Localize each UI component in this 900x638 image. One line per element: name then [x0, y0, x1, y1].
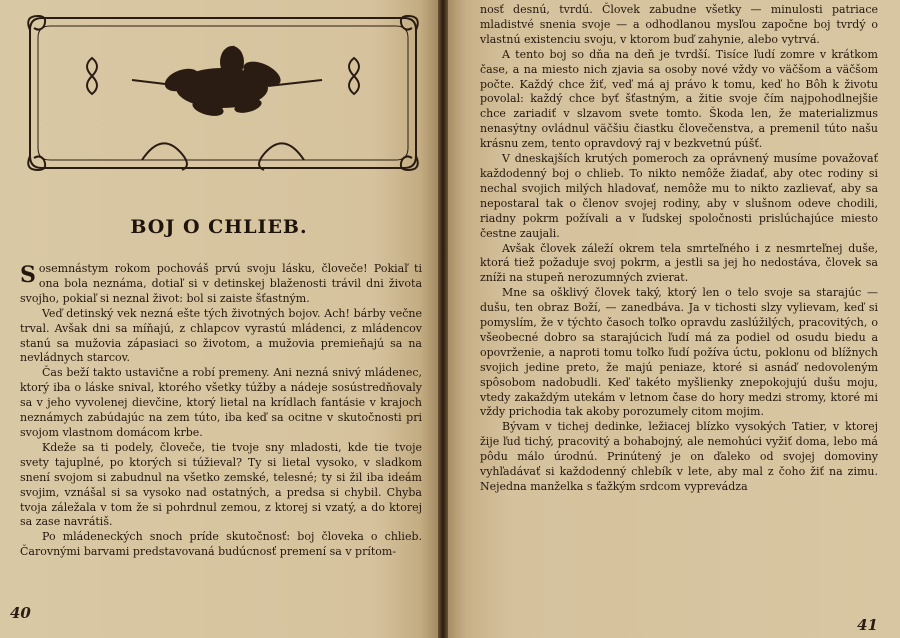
page-number-right: 41	[857, 616, 878, 634]
chapter-title: BOJ O CHLIEB.	[130, 216, 308, 238]
book-gutter	[438, 0, 448, 638]
paragraph: Veď detinský vek nezná ešte tých životných bojov. Ach! bárby večne trval. Avšak dni sa míňajú, z chlapcov vyrastú mládenci, z mládencov stanú sa mužovia zápasiaci so životom, a mužovia premieňajú sa na nevládnych starcov.	[20, 306, 422, 365]
paragraph: A tento boj so dňa na deň je tvrdší. Tisíce ľudí zomre v krátkom čase, a na miesto nich zjavia sa osoby nové vždy vo väčšom a väčšom počte. Každý chce žiť, veď má aj právo k tomu, keď ho Bôh k životu povolal: každý chce byť šťastným, a žitie svoje čím najpohodlnejšie chce zariadiť v slzavom svete tomto. Škoda len, že materializmus nenasýtny ovládnul väčšiu čiastku človečenstva, a premenil túto našu krásnu zem, tento opravdový raj v bezkvetnú púšť.	[480, 47, 878, 151]
paragraph: V dneskajších krutých pomeroch za oprávnený musíme považovať každodenný boj o chlieb. To nikto nemôže žiadať, aby otec rodiny si nechal svojich milých hladovať, nemôže mu to nikto zazlievať, aby sa nepostaral tak o členov svojej rodiny, aby v slušnom odeve chodili, riadny pokrm požívali a v ľudskej spoločnosti prislúchajúce miesto čestne zaujali.	[480, 152, 878, 240]
paragraph: Po mládeneckých snoch príde skutočnosť: boj človeka o chlieb. Čarovnými barvami predstavovaná budúcnosť premení sa v prítom-	[20, 530, 422, 559]
paragraph-text: osemnástym rokom pochováš prvú svoju lásku, človeče! Pokiaľ ti ona bola neznáma, dotiaľ si v detinskej blaženosti trávil dni života svojho, pokiaľ si neznal život: bol si zaiste šťastným.	[20, 262, 422, 305]
paragraph: Čas beží takto ustavične a robí premeny. Ani nezná snivý mládenec, ktorý iba o láske snival, ktorého všetky túžby a nádeje sosústredňovaly sa v jeho vyvolenej dievčine, ktorý lietal na krídlach fantásie v krajoch neznámych zabúdajúc na zem túto, iba keď sa ocitne v skutočnosti pri svojom vlastnom domácom krbe.	[20, 366, 422, 439]
paragraph: Bývam v tichej dedinke, ležiacej blízko vysokých Tatier, v ktorej žije ľud tichý, pracovitý a bohabojný, ale nemohúci vyžiť doma, lebo má pôdu málo úrodnú. Prinútený je on ďaleko od svojej domoviny vyhľadávať si každodenný chlebík v lete, aby mal z čoho žiť na zimu. Nejedna manželka s ťažkým srdcom vyprevádza	[480, 420, 878, 493]
left-page	[0, 0, 438, 638]
paragraph: Mne sa ošklivý človek taký, ktorý len o telo svoje sa starajúc — dušu, ten obraz Boží, — zanedbáva. Ja v tichosti slzy vylievam, keď si pomyslím, že v týchto časoch toľko opravdu zaslúžilých, pracovitých, o všeobecné dobro sa starajúcich ľudí má za podiel od osudu biedu a opovrženie, a naproti tomu toľko ľudí požíva úctu, poklonu od blížnych svojich jedine preto, že majú peniaze, ktoré si asnáď nedovoleným spôsobom nadobudli. Keď takéto myšlienky znepokojujú dušu moju, vtedy zakaždým utekám v letnom čase do hory medzi stromy, ktoré mi vždy prichodia tak akoby porozumely citom mojim.	[480, 286, 878, 419]
paragraph: nosť desnú, tvrdú. Človek zabudne všetky — minulosti patriace mladistvé snenia svoje — a odhodlanou mysľou započne boj tvrdý o vlastnú existenciu svoju, v ktorom buď zahynie, alebo vytrvá.	[480, 3, 878, 46]
page-number-left: 40	[10, 604, 31, 622]
left-body-text	[20, 262, 422, 560]
paragraph	[20, 262, 422, 307]
floral-ornament-frame	[22, 10, 424, 176]
paragraph: Kdeže sa ti podely, človeče, tie tvoje sny mladosti, kde tie tvoje svety tajuplné, po ktorých si túžieval? Ty si lietal vysoko, v sladkom snení svojom si zabudnul na všetko zemské, telesné; ty si žil iba ideám svojim, vznášal si sa vysoko nad ostatných, a predsa si chybil. Chyba tvoja záležala v tom že si pohrdnul zemou, z ktorej si vzatý, a do ktorej sa zase navrátiš.	[20, 440, 422, 529]
right-body-text	[480, 3, 878, 495]
paragraph: Avšak človek záleží okrem tela smrteľného i z nesmrteľnej duše, ktorá tiež požaduje svoj pokrm, a jestli sa jej ho nedostáva, človek sa zníži na stupeň nerozumných zvierat.	[480, 241, 878, 285]
right-page	[448, 0, 900, 638]
drop-cap: S	[20, 262, 36, 288]
